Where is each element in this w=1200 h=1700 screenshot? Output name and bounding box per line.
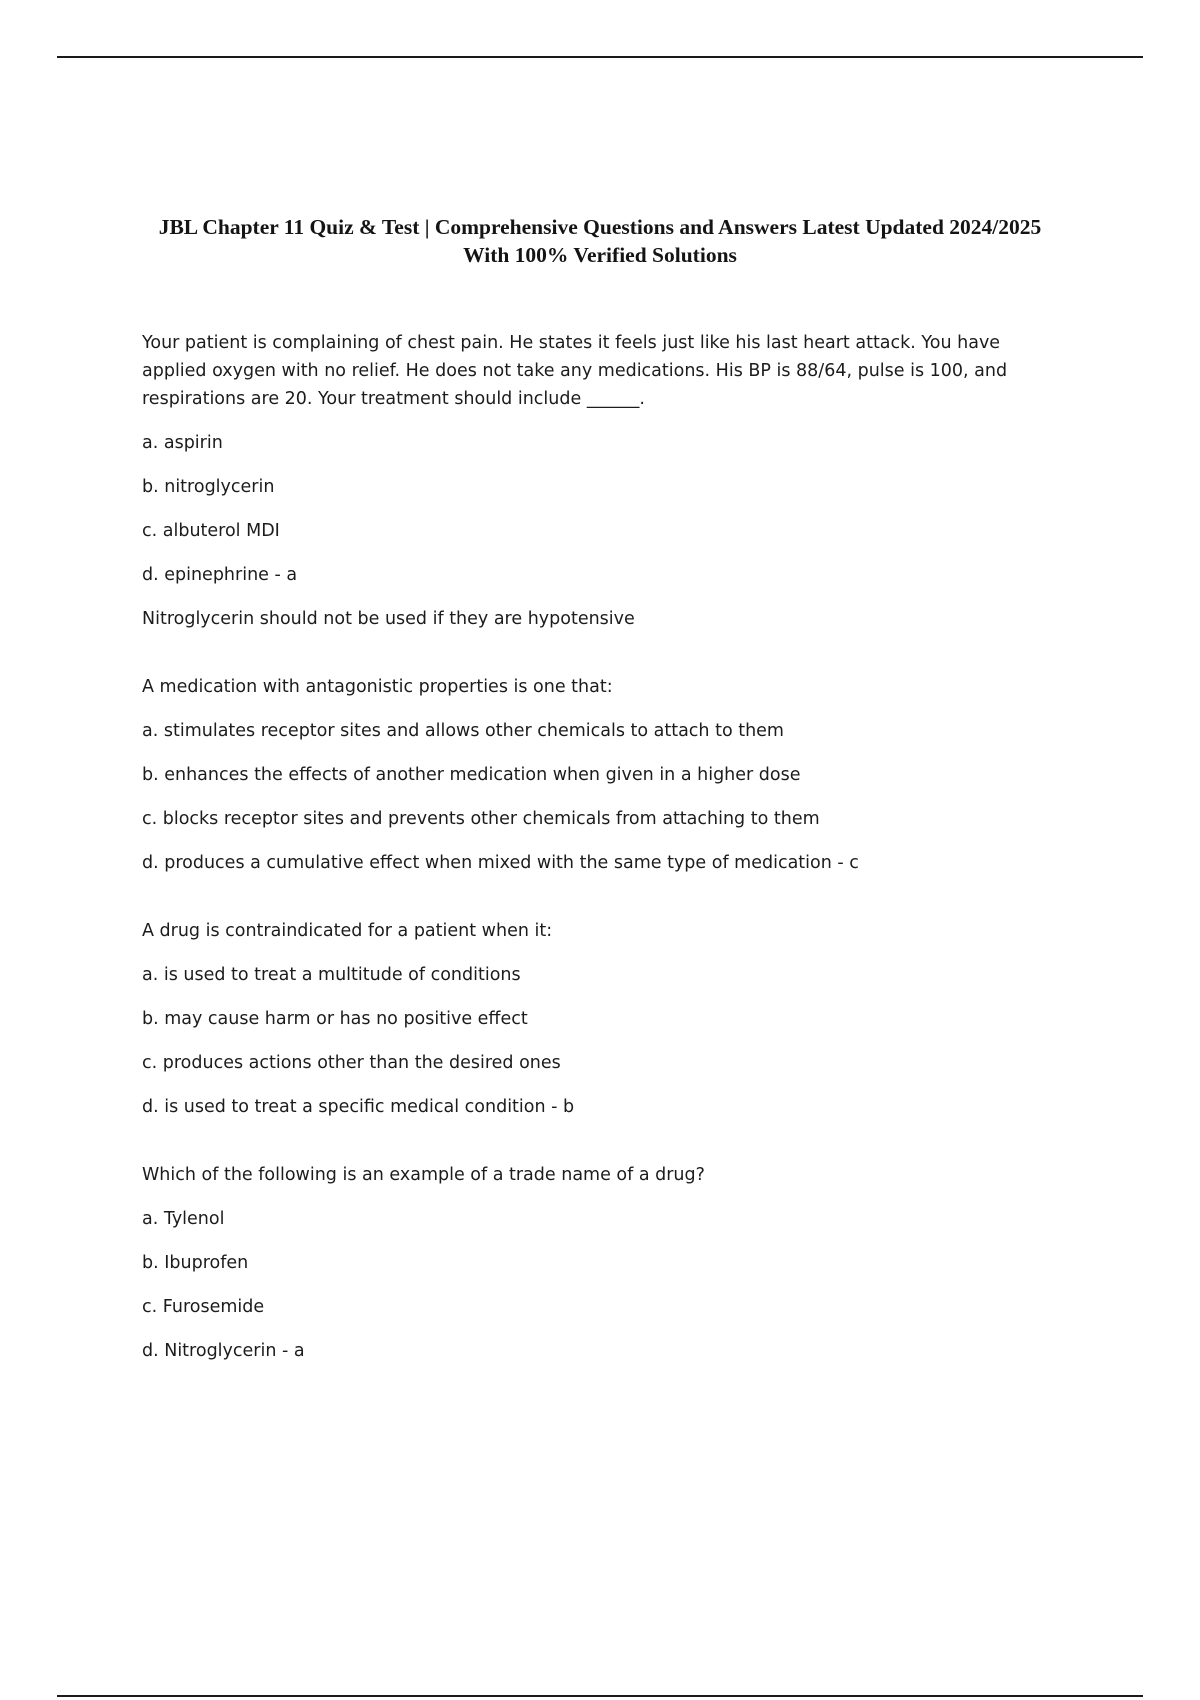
- question-2: [142, 673, 1062, 877]
- answer-choice: d. produces a cumulative effect when mixed with the same type of medication - c: [142, 853, 859, 873]
- question-stem: Your patient is complaining of chest pain. He states it feels just like his last heart attack. You have applied oxygen with no relief. He does not take any medications. His BP is 88/64, pulse is 100, and respirations are 20. Your treatment should include ______.: [142, 333, 1008, 409]
- question-stem: A drug is contraindicated for a patient when it:: [142, 921, 553, 941]
- answer-choice: c. produces actions other than the desired ones: [142, 1053, 561, 1073]
- answer-choice: d. Nitroglycerin - a: [142, 1341, 305, 1361]
- answer-choice: b. enhances the effects of another medication when given in a higher dose: [142, 765, 801, 785]
- answer-choice: c. albuterol MDI: [142, 521, 280, 541]
- question-3: [142, 917, 1062, 1121]
- answer-choice: d. is used to treat a specific medical condition - b: [142, 1097, 575, 1117]
- question-list: [142, 329, 1062, 1405]
- answer-choice: a. is used to treat a multitude of conditions: [142, 965, 521, 985]
- answer-choice: a. Tylenol: [142, 1209, 225, 1229]
- question-4: [142, 1161, 1062, 1365]
- answer-choice: d. epinephrine - a: [142, 565, 298, 585]
- header-rule: [57, 56, 1143, 58]
- question-stem: A medication with antagonistic properties is one that:: [142, 677, 613, 697]
- answer-choice: b. nitroglycerin: [142, 477, 275, 497]
- answer-rationale: Nitroglycerin should not be used if they are hypotensive: [142, 609, 635, 629]
- answer-choice: b. Ibuprofen: [142, 1253, 249, 1273]
- footer-rule: [57, 1695, 1143, 1697]
- answer-choice: c. blocks receptor sites and prevents other chemicals from attaching to them: [142, 809, 820, 829]
- answer-choice: a. stimulates receptor sites and allows other chemicals to attach to them: [142, 721, 784, 741]
- question-1: [142, 329, 1062, 633]
- document-title: JBL Chapter 11 Quiz & Test | Comprehensive Questions and Answers Latest Updated 2024/2025 With 100% Verified Solutions: [158, 215, 1042, 267]
- answer-choice: a. aspirin: [142, 433, 223, 453]
- question-stem: Which of the following is an example of a trade name of a drug?: [142, 1165, 705, 1185]
- answer-choice: c. Furosemide: [142, 1297, 265, 1317]
- answer-choice: b. may cause harm or has no positive effect: [142, 1009, 528, 1029]
